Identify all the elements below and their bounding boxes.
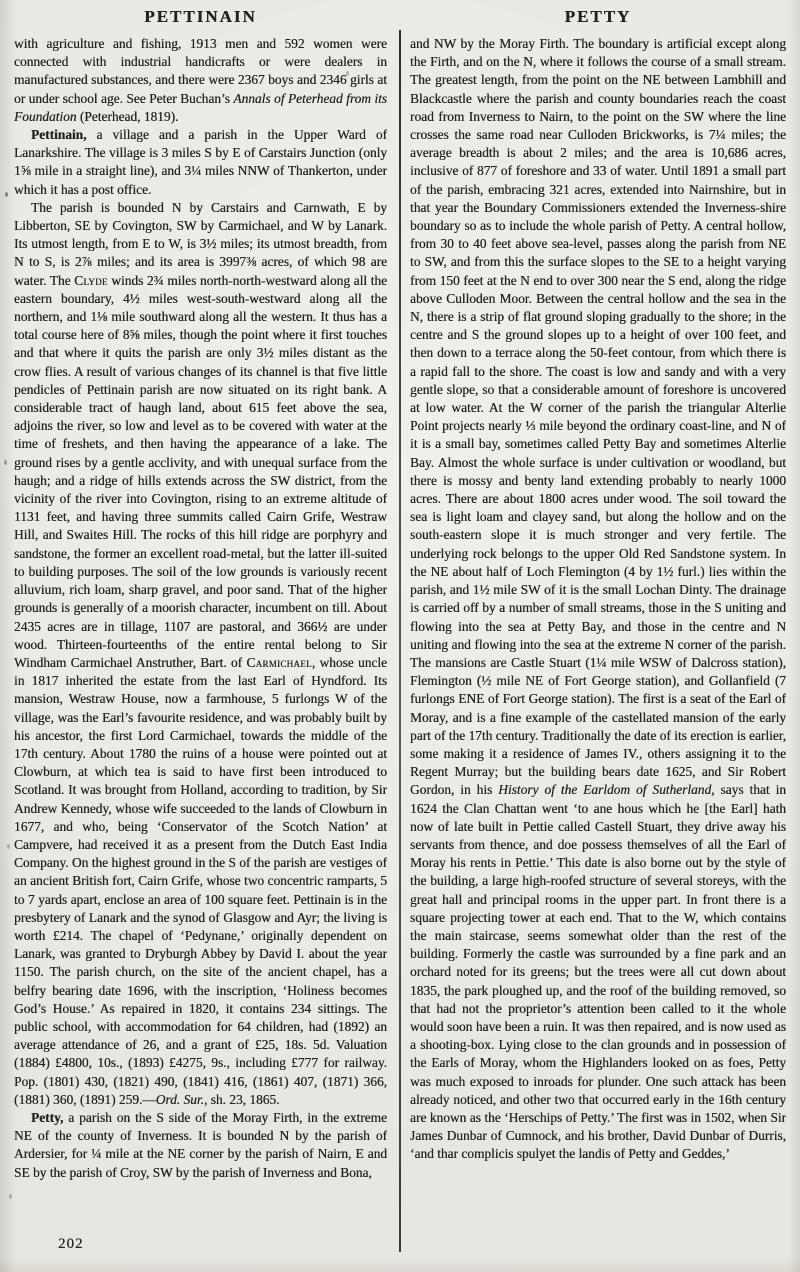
- paragraph-petty-entry: [14, 1109, 387, 1182]
- column-divider-rule: [399, 30, 401, 1252]
- text-segment-italic: Annals of Peterhead from its Foundation: [14, 90, 387, 124]
- text-segment-italic: History of the Earldom of Sutherland: [498, 782, 712, 798]
- text-segment: The parish is bounded N by Carstairs and Carnwath, E by Libberton, SE by Covington, SW by Carmichael, and W by Lanark. Its utmost length, from E to W, is 3½ miles; its utmost breadth, from N to S, is 2⅞ miles; and its area is 3997⅜ acres, of which 98 are water. The: [14, 199, 387, 288]
- text-segment: (Peterhead, 1819).: [76, 108, 179, 124]
- left-column: [14, 35, 387, 1233]
- text-segment: with agriculture and fishing, 1913 men and 592 women were connected with industrial handicrafts or were dealers in manufactured substances, and there were 2367 boys and 2346 girls at or under school age. See Peter Buchan’s: [14, 36, 387, 106]
- entry-lead-petty: Petty,: [31, 1109, 64, 1125]
- text-segment: winds 2¾ miles north-north-westward along all the eastern boundary, 4½ miles west-south-westward along all the northern, and 1⅛ mile southward along all the western. It thus has a total course here of 8⅝ miles, though the point where it first touches and that where it quits the parish are only 3½ miles distant as the crow flies. A result of various changes of its channel is that five little pendicles of Pettinain parish are now situated on its right bank. A considerable tract of haugh land, about 615 feet above the sea, adjoins the river, so low and level as to be covered with water at the time of freshets, and then having the appearance of a lake. The ground rises by a gentle acclivity, and with unequal surface from the haugh; and a ridge of hills extends across the SW district, from the vicinity of the river into Covington, rising to an extreme altitude of 1131 feet, and having three summits called Cairn Grife, Westraw Hill, and Swaites Hill. The rocks of this hill ridge are porphyry and sandstone, the former an excellent road-metal, but the latter ill-suited to building purposes. The soil of the low grounds is variously recent alluvium, rich loam, sharp gravel, and poor sand. That of the higher grounds is generally of a moorish character, incumbent on till. About 2435 acres are in tillage, 1107 are pastoral, and 366½ are under wood. Thirteen-fourteenths of the entire rental belong to Sir Windham Carmichael Anstruther, Bart. of: [14, 272, 387, 670]
- running-head-pettinain: PETTINAIN: [144, 7, 257, 26]
- text-segment: , sh. 23, 1865.: [203, 1091, 280, 1107]
- text-segment-italic: Ord. Sur.: [155, 1091, 204, 1107]
- text-segment: a village and a parish in the Upper Ward of Lanarkshire. The village is 3 miles S by E of Carstairs Junction (only 1⅝ mile in a straight line), and 3¼ miles NNW of Thankerton, under which it has a post office.: [14, 127, 387, 197]
- text-segment: , whose uncle in 1817 inherited the estate from the last Earl of Hyndford. Its mansion, Westraw House, now a farmhouse, 5 furlongs W of the village, was the Earl’s favourite residence, and was probably built by his ancestor, the first Lord Carmichael, towards the middle of the 17th century. About 1780 the ruins of a house were pointed out at Clowburn, at which tea is said to have first been introduced to Scotland. It was brought from Holland, according to tradition, by Sir Andrew Kennedy, whose wife succeeded to the lands of Clowburn in 1677, and who, being ‘Conservator of the Scotch Nation’ at Campvere, had received it as a present from the Dutch East India Company. On the highest ground in the S of the parish are vestiges of an ancient British fort, Cairn Grife, whose two concentric ramparts, 5 to 7 yards apart, enclose an area of 100 square feet. Pettinain is in the presbytery of Lanark and the synod of Glasgow and Ayr; the living is worth £214. The chapel of ‘Pedynane,’ originally dependent on Lanark, was granted to Dryburgh Abbey by David I. about the year 1150. The parish church, on the site of the ancient chapel, has a belfry bearing date 1696, with the inscription, ‘Holiness becomes God’s House.’ As repaired in 1820, it contains 234 sittings. The public school, with accommodation for 64 children, had (1892) an average attendance of 26, and a grant of £25, 18s. 5d. Valuation (1884) £4800, 10s., (1893) £4275, 9s., including £777 for railway. Pop. (1801) 430, (1821) 490, (1841) 416, (1861) 407, (1871) 366, (1881) 360, (1891) 259.—: [14, 654, 387, 1107]
- entry-lead-pettinain: Pettinain,: [31, 127, 87, 143]
- text-segment: , says that in 1624 the Clan Chattan went ‘to ane hous which he [the Earl] hath now of late built in Pettie called Castell Stuart, they drive away his servants from thence, and doe possess themselves of all the Earl of Moray his rents in Pettie.’ This date is also borne out by the style of the building, a large high-roofed structure of several storeys, with the great hall and principal rooms in the upper part. In front there is a square projecting tower at each end. That to the W, which contains the main staircase, seems somewhat older than the rest of the building. Formerly the castle was surrounded by a fine park and an orchard noted for its greens; but the trees were all cut down about 1835, the park ploughed up, and the roof of the building removed, so that had not the proprietor’s attention been called to it the whole would soon have been a ruin. It was then repaired, and is now used as a shooting-box. Lying close to the clan grounds and in possession of the Earls of Moray, whom the Highlanders looked on as foes, Petty was much exposed to inroads for plunder. One such attack has been already noticed, and other two that occurred early in the 16th century are known as the ‘Herschips of Petty.’ The first was in 1502, when Sir James Dunbar of Cumnock, and his brother, David Dunbar of Durris, ‘and thar complicis spulyet the landis of Petty and Geddes,’: [410, 782, 786, 1162]
- text-segment-smallcaps: Carmichael: [246, 654, 312, 670]
- running-head-petty: PETTY: [564, 7, 632, 26]
- text-segment: and NW by the Moray Firth. The boundary is artificial except along the Firth, and on the N, where it follows the course of a small stream. The greatest length, from the point on the NE between Lambhill and Blackcastle where the parish and county boundaries reach the coast road from Inverness to Nairn, to the point on the SW where the line crosses the same road near Culloden Brickworks, is 7¼ miles; the average breadth is about 2 miles; and the area is 10,686 acres, inclusive of 877 of foreshore and 33 of water. Until 1891 a small part of the parish, embracing 321 acres, extended into Nairnshire, but in that year the Boundary Commissioners extended the Inverness-shire boundary so as to include the whole parish of Petty. A central hollow, from 30 to 40 feet above sea-level, passes along the parish from NE to SW, and from this the surface slopes to the SE to a height varying from 150 feet at the N end to over 300 near the S end, along the ridge above Culloden Moor. Between the central hollow and the sea in the N, there is a strip of flat ground sloping gradually to the shore; in the centre and S the ground slopes up to a height of over 100 feet, and then down to a terrace along the 50-feet contour, from which there is a rapid fall to the shore. The coast is low and sandy and with a very gentle slope, so that a considerable amount of foreshore is uncovered at low water. At the W corner of the parish the triangular Alterlie Point projects nearly ⅓ mile beyond the ordinary coast-line, and N of it is a small bay, sometimes called Petty Bay and sometimes Alterlie Bay. Almost the whole surface is under cultivation or woodland, but there is mossy and benty land extending probably to nearly 1000 acres. There are about 1800 acres under wood. The soil toward the sea is light loam and clayey sand, but along the hollow and on the south-eastern slope it is much stronger and very fertile. The underlying rock belongs to the upper Old Red Sandstone system. In the NE about half of Loch Flemington (4 by 1½ furl.) lies within the parish, and 1½ mile SW of it is the small Lochan Dinty. The drainage is carried off by a number of small streams, those in the S uniting and flowing into the sea at Petty Bay, and those in the centre and N uniting and flowing into the sea at the extreme N corner of the parish. The mansions are Castle Stuart (1¼ mile WSW of Dalcross station), Flemington (½ mile NE of Fort George station), and Gollanfield (7 furlongs ENE of Fort George station). The first is a seat of the Earl of Moray, and is a fine example of the castellated mansion of the early part of the 17th century. Traditionally the date of its erection is earlier, some making it a residence of James IV., others assigning it to the Regent Murray; but the building bears date 1625, and Sir Robert Gordon, in his: [410, 36, 786, 798]
- paragraph-pettinain-entry: [14, 126, 387, 199]
- page-number: 202: [58, 1236, 84, 1252]
- text-segment-smallcaps: Clyde: [74, 272, 108, 288]
- paragraph-pettinain-parish: [14, 199, 387, 1109]
- paragraph-petty-continuation: [410, 35, 786, 1164]
- text-segment: a parish on the S side of the Moray Firth, in the extreme NE of the county of Inverness. It is bounded N by the parish of Ardersier, for ¼ mile at the NE corner by the parish of Nairn, E and SE by the parish of Croy, SW by the parish of Inverness and Bona,: [14, 1109, 387, 1180]
- right-column: [410, 35, 786, 1249]
- paragraph-peterhead-continuation: [14, 35, 387, 126]
